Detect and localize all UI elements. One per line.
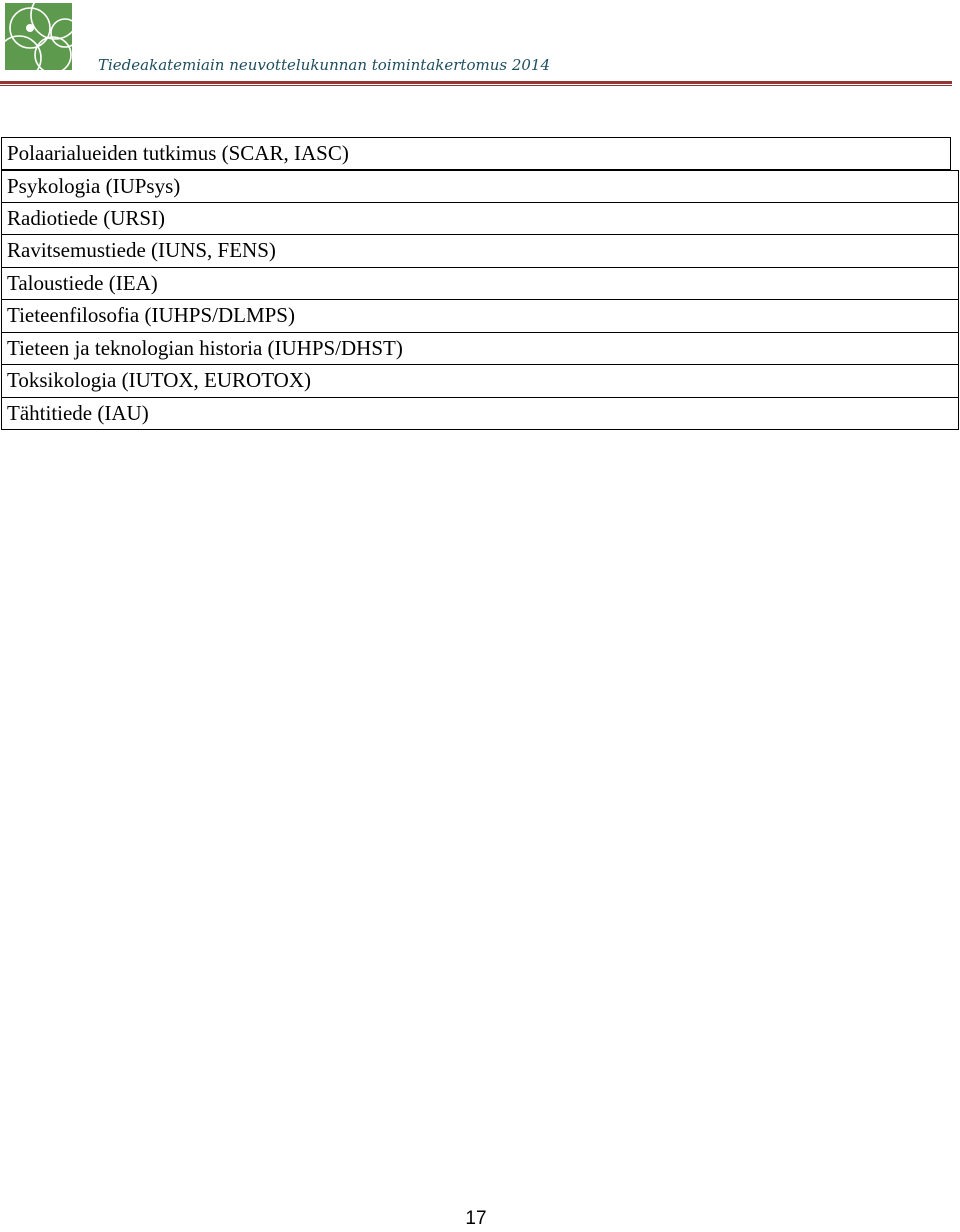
- table-row: Tieteenfilosofia (IUHPS/DLMPS): [1, 300, 959, 333]
- table-row: Psykologia (IUPsys): [1, 170, 959, 203]
- page-number: 17: [465, 1208, 487, 1229]
- table-row: Tieteen ja teknologian historia (IUHPS/DHST): [1, 333, 959, 366]
- table-row: Radiotiede (URSI): [1, 203, 959, 236]
- header-rule-thin: [0, 85, 952, 86]
- table-row: Taloustiede (IEA): [1, 268, 959, 301]
- table-row: Tähtitiede (IAU): [1, 398, 959, 431]
- table-row: Toksikologia (IUTOX, EUROTOX): [1, 365, 959, 398]
- table-row: Ravitsemustiede (IUNS, FENS): [1, 235, 959, 268]
- header-title: Tiedeakatemiain neuvottelukunnan toimintakertomus 2014: [98, 56, 550, 74]
- table-row: Polaarialueiden tutkimus (SCAR, IASC): [1, 137, 951, 170]
- header-rule: [0, 81, 952, 84]
- organization-table: [1, 137, 959, 430]
- logo-icon: [5, 3, 72, 70]
